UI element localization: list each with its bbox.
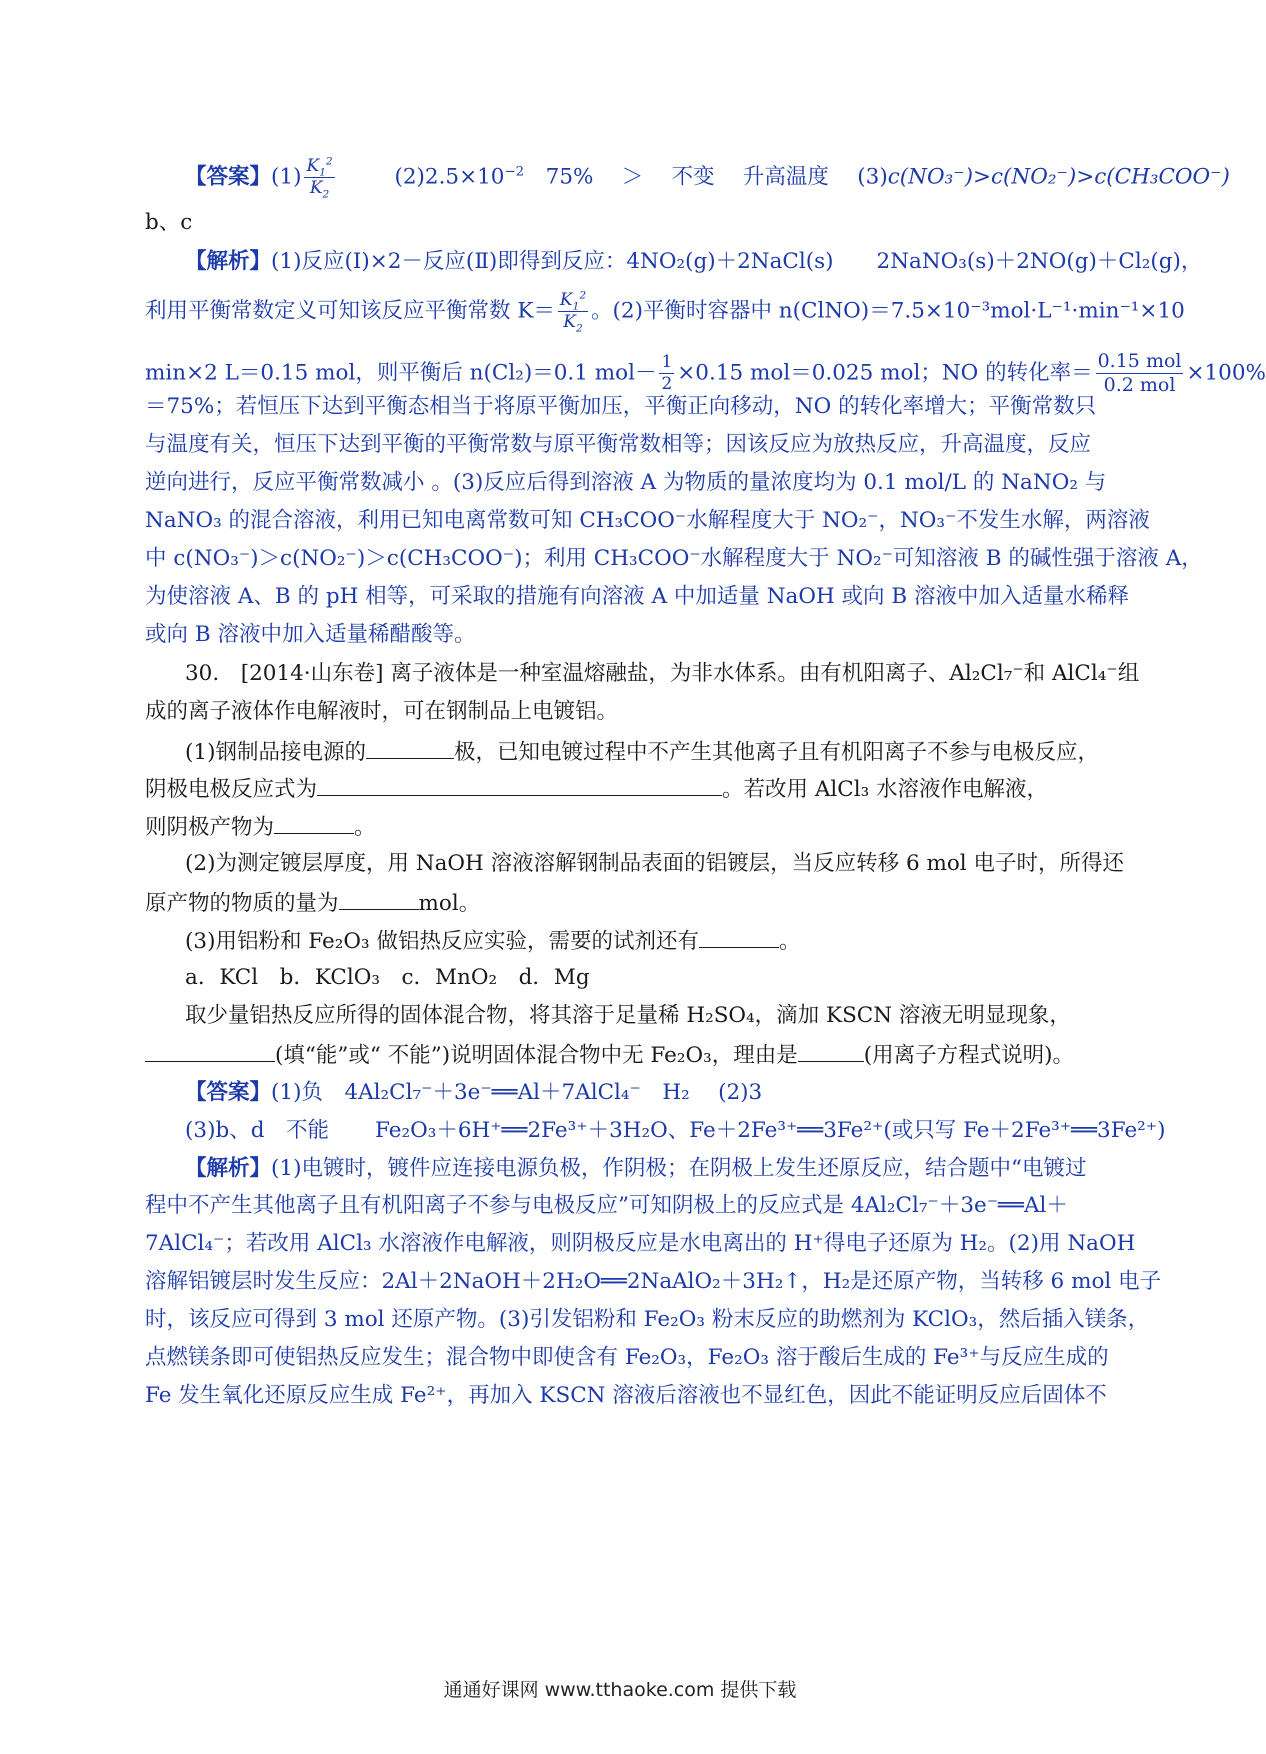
analysis-2-line-7: Fe 发生氧化还原反应生成 Fe²⁺，再加入 KSCN 溶液后溶液也不显红色，因此不能证明反应后固体不 xyxy=(145,1383,1107,1408)
answer-blank[interactable] xyxy=(145,1039,275,1062)
answer-blank[interactable] xyxy=(798,1039,864,1062)
analysis-1-line-9: 为使溶液 A、B 的 pH 相等，可采取的措施有向溶液 A 中加适量 NaOH 或向 B 溶液中加入适量水稀释 xyxy=(145,584,1130,609)
answer-2-line-2: (3)b、d 不能 Fe₂O₃＋6H⁺══2Fe³⁺＋3H₂O、Fe＋2Fe³⁺══3Fe²⁺(或只写 Fe＋2Fe³⁺══3Fe²⁺) xyxy=(185,1118,1166,1143)
analysis-2-line-5: 时，该反应可得到 3 mol 还原产物。(3)引发铝粉和 Fe₂O₃ 粉末反应的助燃剂为 KClO₃，然后插入镁条， xyxy=(145,1307,1150,1332)
answer-blank[interactable] xyxy=(274,811,354,834)
answer-blank[interactable] xyxy=(317,773,722,796)
half-fraction: $\frac{1}{2}$ xyxy=(661,352,673,394)
analysis-1-line-3: min×2 L＝0.15 mol，则平衡后 n(Cl₂)＝0.1 mol－ $\frac{1}{2}$ ×0.15 mol＝0.025 mol；NO 的转化率＝ $\frac{\text{0.15 mol}}{\text{0.2 mol}}$ ×100% xyxy=(145,350,1266,396)
answer-blank[interactable] xyxy=(366,736,454,759)
answer-2-line-1: 【答案】(1)负 4Al₂Cl₇⁻＋3e⁻══Al＋7AlCl₄⁻ H₂ (2)3 xyxy=(185,1080,763,1105)
analysis-1-line-8: 中 c(NO₃⁻)＞c(NO₂⁻)＞c(CH₃COO⁻)；利用 CH₃COO⁻水解程度大于 NO₂⁻可知溶液 B 的碱性强于溶液 A， xyxy=(145,546,1203,571)
k-ratio-fraction: $\frac{K_1^2}{K_2}$ xyxy=(306,155,333,201)
answer-1-line-2: b、c xyxy=(145,210,193,235)
conversion-fraction: $\frac{\text{0.15 mol}}{\text{0.2 mol}}$ xyxy=(1097,350,1182,396)
analysis-1-line-5: 与温度有关，恒压下达到平衡的平衡常数与原平衡常数相等；因该反应为放热反应，升高温度，反应 xyxy=(145,432,1092,457)
question-30-part-2-line-2: 原产物的物质的量为 mol。 xyxy=(145,887,480,919)
analysis-2-line-3: 7AlCl₄⁻；若改用 AlCl₃ 水溶液作电解液，则阴极反应是水电离出的 H⁺得电子还原为 H₂。(2)用 NaOH xyxy=(145,1231,1136,1256)
analysis-1-line-7: NaNO₃ 的混合溶液，利用已知电离常数可知 CH₃COO⁻水解程度大于 NO₂⁻，NO₃⁻不发生水解，两溶液 xyxy=(145,508,1150,533)
k-ratio-fraction-2: $\frac{K_1^2}{K_2}$ xyxy=(559,289,587,335)
answer-label: 【答案】 xyxy=(185,164,272,190)
analysis-2-line-4: 溶解铝镀层时发生反应：2Al＋2NaOH＋2H₂O══2NaAlO₂＋3H₂↑，H₂是还原产物，当转移 6 mol 电子 xyxy=(145,1269,1162,1294)
answer-1-line-1: 【答案】(1) $\frac{K_1^2}{K_2}$ $(2)2.5\times 10^{-2}$ 75% ＞ 不变 升高温度 (3)c(NO₃⁻)>c(NO₂⁻)>c(CH₃COO⁻) xyxy=(185,155,1230,201)
question-30-part-1-line-3: 则阴极产物为 。 xyxy=(145,811,376,843)
analysis-1-line-1: 【解析】(1)反应(Ⅰ)×2－反应(Ⅱ)即得到反应：4NO₂(g)＋2NaCl(s) 2NaNO₃(s)＋2NO(g)＋Cl₂(g)， xyxy=(185,249,1203,274)
question-30-line-2: 成的离子液体作电解液时，可在钢制品上电镀铝。 xyxy=(145,699,619,724)
question-30-part-1-line-2: 阴极电极反应式为 。若改用 AlCl₃ 水溶液作电解液， xyxy=(145,773,1048,805)
question-30-part-2-line-1: (2)为测定镀层厚度，用 NaOH 溶液溶解钢制品表面的铝镀层，当反应转移 6 mol 电子时，所得还 xyxy=(185,851,1125,876)
answer-blank[interactable] xyxy=(339,887,419,910)
analysis-1-line-10: 或向 B 溶液中加入适量稀醋酸等。 xyxy=(145,622,476,647)
analysis-1-line-6: 逆向进行，反应平衡常数减小 。(3)反应后得到溶液 A 为物质的量浓度均为 0.1 mol/L 的 NaNO₂ 与 xyxy=(145,470,1107,495)
question-30-part-1-line-1: (1)钢制品接电源的 极，已知电镀过程中不产生其他离子且有机阳离子不参与电极反应， xyxy=(185,736,1099,768)
analysis-2-line-6: 点燃镁条即可使铝热反应发生；混合物中即使含有 Fe₂O₃，Fe₂O₃ 溶于酸后生成的 Fe³⁺与反应生成的 xyxy=(145,1345,1109,1370)
analysis-1-line-4: ＝75%；若恒压下达到平衡态相当于将原平衡加压，平衡正向移动，NO 的转化率增大；平衡常数只 xyxy=(145,394,1097,419)
answer-blank[interactable] xyxy=(699,925,779,948)
question-30-part-4-line-2: (填“能”或“ 不能”)说明固体混合物中无 Fe₂O₃，理由是 (用离子方程式说明)。 xyxy=(145,1039,1074,1071)
analysis-2-line-2: 程中不产生其他离子且有机阳离子不参与电极反应”可知阴极上的反应式是 4Al₂Cl₇⁻＋3e⁻══Al＋ xyxy=(145,1193,1068,1218)
question-30-line-1: 30. [2014·山东卷] 离子液体是一种室温熔融盐，为非水体系。由有机阳离子、Al₂Cl₇⁻和 AlCl₄⁻组 xyxy=(185,661,1140,686)
question-30-options: a．KCl b．KClO₃ c．MnO₂ d．Mg xyxy=(185,965,590,990)
analysis-1-line-2: 利用平衡常数定义可知该反应平衡常数 K＝ $\frac{K_1^2}{K_2}$ 。(2)平衡时容器中 n(ClNO)＝7.5×10⁻³mol·L⁻¹·min⁻¹×10 xyxy=(145,289,1185,335)
question-30-part-4-line-1: 取少量铝热反应所得的固体混合物，将其溶于足量稀 H₂SO₄，滴加 KSCN 溶液无明显现象， xyxy=(185,1003,1071,1028)
page-footer: 通通好课网 www.tthaoke.com 提供下载 xyxy=(443,1679,797,1701)
question-30-part-3-line-1: (3)用铝粉和 Fe₂O₃ 做铝热反应实验，需要的试剂还有 。 xyxy=(185,925,800,957)
analysis-2-line-1: 【解析】(1)电镀时，镀件应连接电源负极，作阴极；在阴极上发生还原反应，结合题中“电镀过 xyxy=(185,1156,1087,1181)
